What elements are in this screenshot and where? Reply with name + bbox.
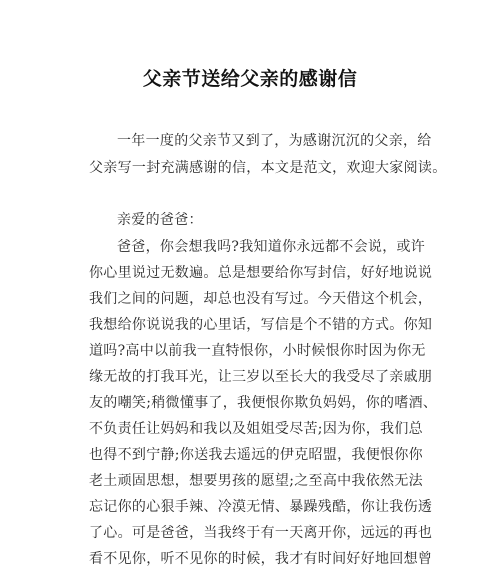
body-line: 也得不到宁静;你送我去遥远的伊克昭盟，我便恨你你 xyxy=(89,447,423,463)
intro-line: 父亲写一封充满感谢的信，本文是范文，欢迎大家阅读。 xyxy=(89,160,447,176)
body-line: 缘无故的打我耳光，让三岁以至长大的我受尽了亲戚朋 xyxy=(89,369,433,385)
page-title: 父亲节送给父亲的感谢信 xyxy=(142,68,358,90)
body-line: 爸爸，你会想我吗?我知道你永远都不会说，或许 xyxy=(117,239,426,255)
body-line: 我们之间的问题，却总也没有写过。今天借这个机会， xyxy=(89,291,433,307)
body-line: 看不见你，听不见你的时候，我才有时间好好地回想曾 xyxy=(89,551,433,566)
body-line: 你心里说过无数遍。总是想要给你写封信，好好地说说 xyxy=(89,265,433,281)
body-line: 我想给你说说我的心里话，写信是个不错的方式。你知 xyxy=(89,317,433,333)
body-line: 友的嘲笑;稍微懂事了，我便恨你欺负妈妈，你的嗜酒、 xyxy=(89,395,438,411)
body-line: 道吗?高中以前我一直特恨你，小时候恨你时因为你无 xyxy=(89,343,426,359)
salutation: 亲爱的爸爸： xyxy=(117,212,203,228)
body-line: 老土顽固思想，想要男孩的愿望;之至高中我依然无法 xyxy=(89,473,423,489)
intro-line: 一年一度的父亲节又到了，为感谢沉沉的父亲，给 xyxy=(117,133,432,149)
body-line: 了心。可是爸爸，当我终于有一天离开你，远远的再也 xyxy=(89,525,433,541)
body-line: 忘记你的心狠手辣、冷漠无情、暴躁残酷，你让我伤透 xyxy=(89,499,433,515)
body-line: 不负责任让妈妈和我以及姐姐受尽苦;因为你，我们总 xyxy=(89,421,423,437)
